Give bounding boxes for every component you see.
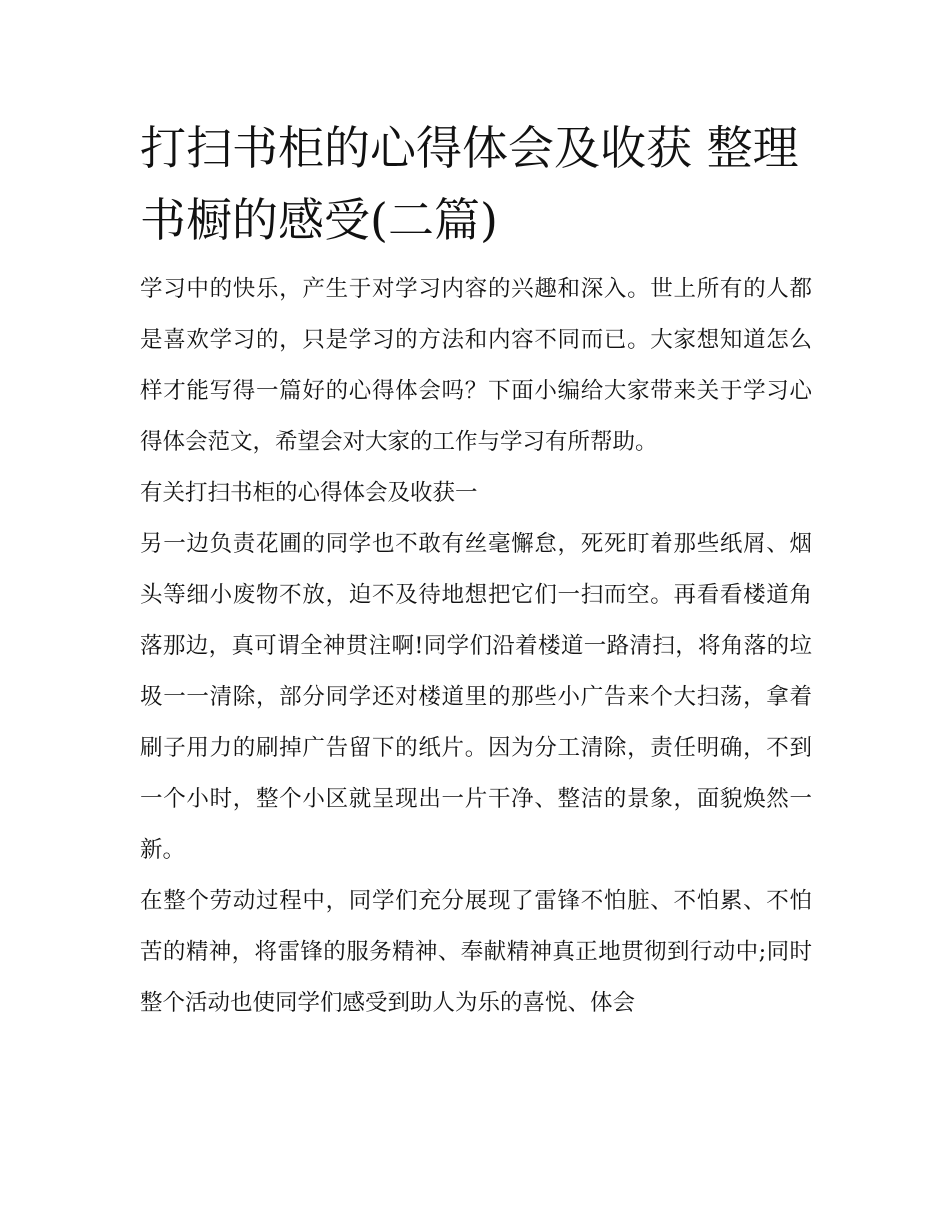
- intro-paragraph: 学习中的快乐，产生于对学习内容的兴趣和深入。世上所有的人都是喜欢学习的，只是学习的方法和内容不同而已。大家想知道怎么样才能写得一篇好的心得体会吗？下面小编给大家带来关于学习心得体会范文，希望会对大家的工作与学习有所帮助。: [140, 276, 812, 455]
- document-page: [140, 112, 812, 1029]
- body-paragraph: 另一边负责花圃的同学也不敢有丝毫懈怠，死死盯着那些纸屑、烟头等细小废物不放，迫不及待地想把它们一扫而空。再看看楼道角落那边，真可谓全神贯注啊!同学们沿着楼道一路清扫，将角落的垃圾一一清除，部分同学还对楼道里的那些小广告来个大扫荡，拿着刷子用力的刷掉广告留下的纸片。因为分工清除，责任明确，不到一个小时，整个小区就呈现出一片干净、整洁的景象，面貌焕然一新。: [140, 531, 812, 863]
- document-title: 打扫书柜的心得体会及收获 整理书橱的感受(二篇): [140, 121, 799, 247]
- section-heading: 有关打扫书柜的心得体会及收获一: [140, 480, 478, 506]
- body-paragraph: 在整个劳动过程中，同学们充分展现了雷锋不怕脏、不怕累、不怕苦的精神，将雷锋的服务精神、奉献精神真正地贯彻到行动中;同时整个活动也使同学们感受到助人为乐的喜悦、体会: [140, 888, 812, 1016]
